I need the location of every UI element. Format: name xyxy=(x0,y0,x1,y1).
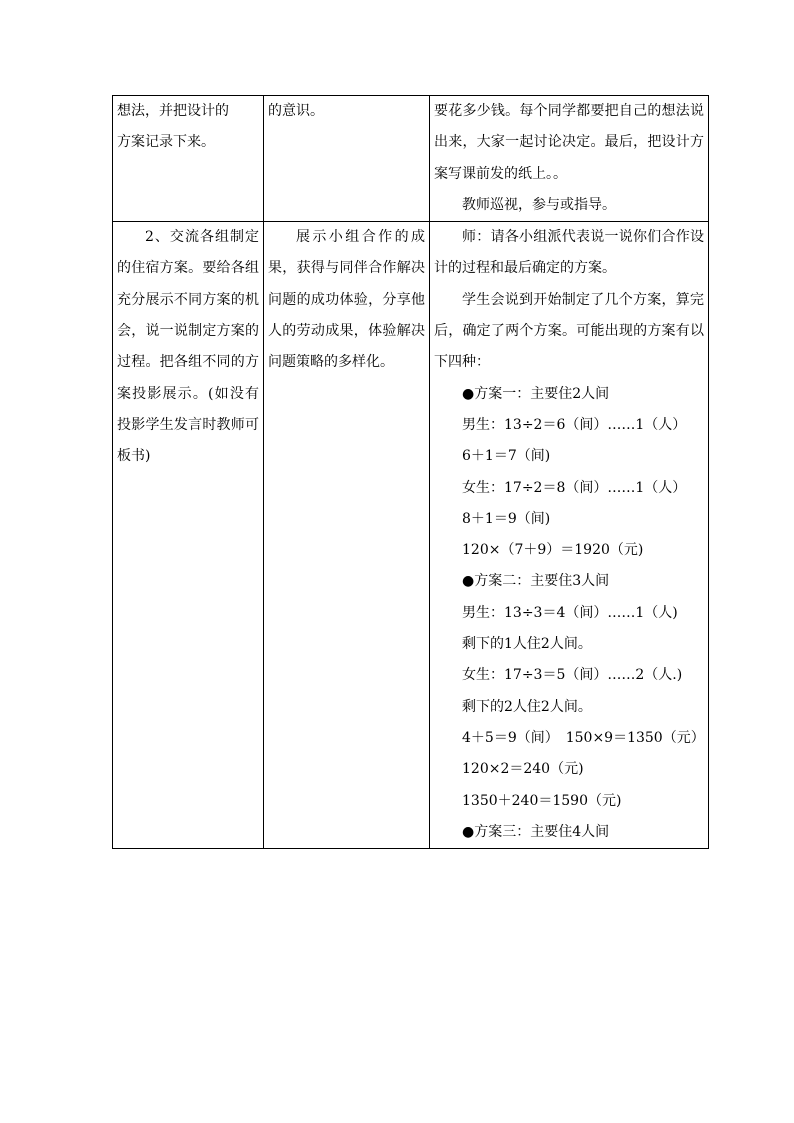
activity-cell xyxy=(113,96,264,222)
student-response: 学生会说到开始制定了几个方案，算完后，确定了两个方案。可能出现的方案有以下四种： xyxy=(434,291,704,371)
calc-line: 男生：13÷3＝4（间）……1（人) xyxy=(462,604,678,621)
table-row xyxy=(113,222,709,849)
calc-line: 8＋1＝9（间) xyxy=(462,510,551,527)
plan-heading: ●方案三：主要住4人间 xyxy=(462,823,610,840)
calc-line: 女生：17÷2＝8（间）……1（人） xyxy=(462,479,687,496)
plan-heading: ●方案一：主要住2人间 xyxy=(462,385,610,402)
cell-paragraph: 要花多少钱。每个同学都要把自己的想法说出来，大家一起讨论决定。最后，把设计方案写课前发的纸上。。 xyxy=(434,103,704,182)
calc-line: 120×2＝240（元) xyxy=(462,761,584,778)
calc-line: 剩下的1人住2人间。 xyxy=(462,636,592,653)
process-cell xyxy=(430,96,709,222)
intent-cell xyxy=(264,222,430,849)
calc-line: 4＋5＝9（间） 150×9＝1350（元） xyxy=(462,729,705,746)
intent-cell xyxy=(264,96,430,222)
activity-cell xyxy=(113,222,264,849)
process-cell xyxy=(430,222,709,849)
cell-paragraph: 2、交流各组制定的住宿方案。要给各组充分展示不同方案的机会，说一说制定方案的过程。把各组不同的方案投影展示。(如没有投影学生发言时教师可板书) xyxy=(117,229,259,465)
calc-line: 1350＋240＝1590（元) xyxy=(462,792,622,809)
calc-line: 6＋1＝7（间) xyxy=(462,448,551,465)
calc-line: 女生：17÷3＝5（间）……2（人.) xyxy=(462,667,683,684)
cell-line: 想法，并把设计的 xyxy=(117,103,229,119)
cell-line: 方案记录下来。 xyxy=(117,134,215,151)
teacher-prompt: 师：请各小组派代表说一说你们合作设计的过程和最后确定的方案。 xyxy=(434,229,704,277)
table-row xyxy=(113,96,709,222)
calc-line: 男生：13÷2＝6（间）……1（人） xyxy=(462,416,687,433)
cell-paragraph: 展示小组合作的成果，获得与同伴合作解决问题的成功体验，分享他人的劳动成果，体验解决问题策略的多样化。 xyxy=(268,229,425,371)
calc-line: 120×（7＋9）＝1920（元) xyxy=(462,542,644,559)
plan-heading: ●方案二：主要住3人间 xyxy=(462,573,610,590)
cell-paragraph: 教师巡视，参与或指导。 xyxy=(462,196,616,213)
lesson-plan-table xyxy=(112,95,709,849)
cell-line: 的意识。 xyxy=(268,103,324,119)
calc-line: 剩下的2人住2人间。 xyxy=(462,698,592,715)
